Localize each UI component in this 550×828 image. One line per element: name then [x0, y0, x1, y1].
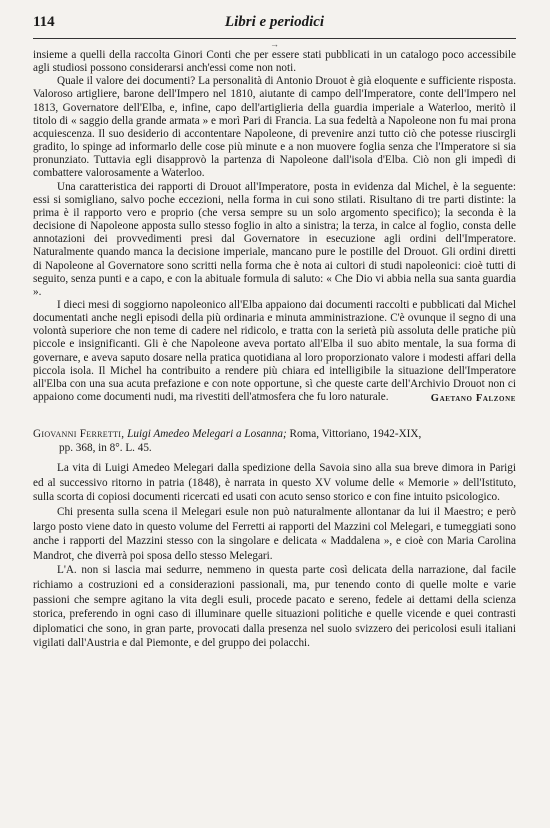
page-header: [33, 14, 516, 39]
article-paragraph-4: I dieci mesi di soggiorno napoleonico all'Elba appaiono dai documenti raccolti e pubblicati dal Michel documentati anche negli episodi della più ordinaria e minuta amministrazione. C'è ovunque il segno di una volontà superiore che non teme di cadere nel ridicolo, e tratta con la serietà più assoluta delle pratiche più piccole e insignificanti. Gli è che Napoleone aveva portato all'Elba il suo abito mentale, la sua forma di governare, e aveva saputo dosare nella pratica quotidiana al loro proporzionato valore i modesti affari della piccola isola. Il Michel ha contribuito a rendere più chiara ed intelligibile la situazione dell'Imperatore all'Elba con una sua acuta prefazione e con note opportune, sì che queste carte dell'Archivio Drouot non ci appaiono come documenti nudi, ma rivestiti dell'atmosfera che fu loro naturale.: [33, 298, 516, 404]
page-number: 114: [33, 14, 55, 30]
review-author: Giovanni Ferretti,: [33, 428, 125, 441]
review-details: pp. 368, in 8°. L. 45.: [59, 442, 152, 455]
article-paragraph-2: Quale il valore dei documenti? La personalità di Antonio Drouot è già eloquente e sufficiente risposta. Valoroso artigliere, barone dell'Impero nel 1810, aiutante di campo dell'Imperatore, conte dell'Impero nel 1813, Governatore dell'Elba, e, infine, capo dell'artiglieria della guardia imperiale a Waterloo, meritò il titolo di « saggio della grande armata » e morì Pari di Francia. La sua fedeltà a Napoleone non fu mai prona acquiescenza. Il suo desiderio di accontentare Napoleone, di prevenire anzi tutto ciò che potesse riuscirgli gradito, lo spinge ad informarlo delle cose più minute e a non muovere foglia senza che l'Imperatore si sia pronunziato. Tuttavia egli disapprovò la partenza di Napoleone dall'isola d'Elba. Ciò non gli impedì di combattere valorosamente a Waterloo.: [33, 75, 516, 180]
review-citation: [33, 427, 516, 455]
article-paragraph-1: insieme a quelli della raccolta Ginori Conti che per essere stati pubblicati in un catalogo poco accessibile agli studiosi possono considerarsi anch'essi come non noti.: [33, 49, 516, 75]
book-review: [33, 427, 516, 651]
review-book-title: Luigi Amedeo Melegari a Losanna;: [127, 428, 287, 441]
header-mark: →: [270, 39, 279, 49]
author-signature: Gaetano Falzone: [430, 393, 516, 405]
article-paragraph-3: Una caratteristica dei rapporti di Drouot all'Imperatore, posta in evidenza dal Michel, è la seguente: essi si somigliano, salvo poche eccezioni, nella forma in cui sono stilati. Risultano di tre parti distinte: la prima è il rapporto vero e proprio (che versa sempre su un solo argomento specifico); la seconda è la decisione di Napoleone apposta sullo stesso foglio in alto a sinistra; la terza, in calce al foglio, consta delle annotazioni dei provvedimenti presi dal Governatore in esecuzione agli ordini dell'Imperatore. Naturalmente quando manca la decisione imperiale, mancano pure le postille del Drouot. Gli ordini diretti di Napoleone al Governatore sono scritti nella forma che è nota ai cultori di studi napoleonici: cioè tutti di seguito, senza punti e a capo, e con la abituale formula di saluto: « Che Dio vi abbia nella sua santa guardia ».: [33, 180, 516, 298]
running-title: Libri e periodici: [224, 14, 325, 30]
review-publisher: Roma, Vittoriano, 1942-XIX,: [289, 428, 422, 441]
review-paragraph-3: L'A. non si lascia mai sedurre, nemmeno in questa parte così delicata della narrazione, dal facile richiamo a costruzioni ed a considerazioni passionali, ma, pur tenendo conto di quelle molte e varie passioni che sempre agitano la vita degli esuli, procede pacato e sereno, fedele ai dettami della scienza storica, preferendo in ogni caso di illuminare quelle situazioni politiche e quelle vicende e quei contrasti diplomatici che sono, in gran parte, provocati dalla presenza nel suolo svizzero dei pericolosi esuli italiani vigilati dall'Austria e dal Piemonte, e del gruppo dei polacchi.: [33, 564, 516, 650]
article-body: [33, 49, 516, 405]
review-paragraph-2: Chi presenta sulla scena il Melegari esule non può naturalmente allontanar da lui il Maestro; e però largo posto viene dato in questo volume del Ferretti ai rapporti del Mazzini col Melegari, e tumeggiati sono anche i rapporti del Mazzini stesso con la singolare e delicata « Maddalena », e cioè con Maria Carolina Mandrot, che diverrà poi sposa dello stesso Melegari.: [33, 506, 516, 562]
review-paragraph-1: La vita di Luigi Amedeo Melegari dalla spedizione della Savoia sino alla sua breve dimora in Parigi ed al successivo ritorno in patria (1848), è narrata in questo XV volume delle « Memorie » dell'Istituto, sulla scorta di copiosi documenti ricercati ed usati con acuto senso storico e con fine intuito psicologico.: [33, 462, 516, 504]
section-separator: [33, 405, 516, 427]
